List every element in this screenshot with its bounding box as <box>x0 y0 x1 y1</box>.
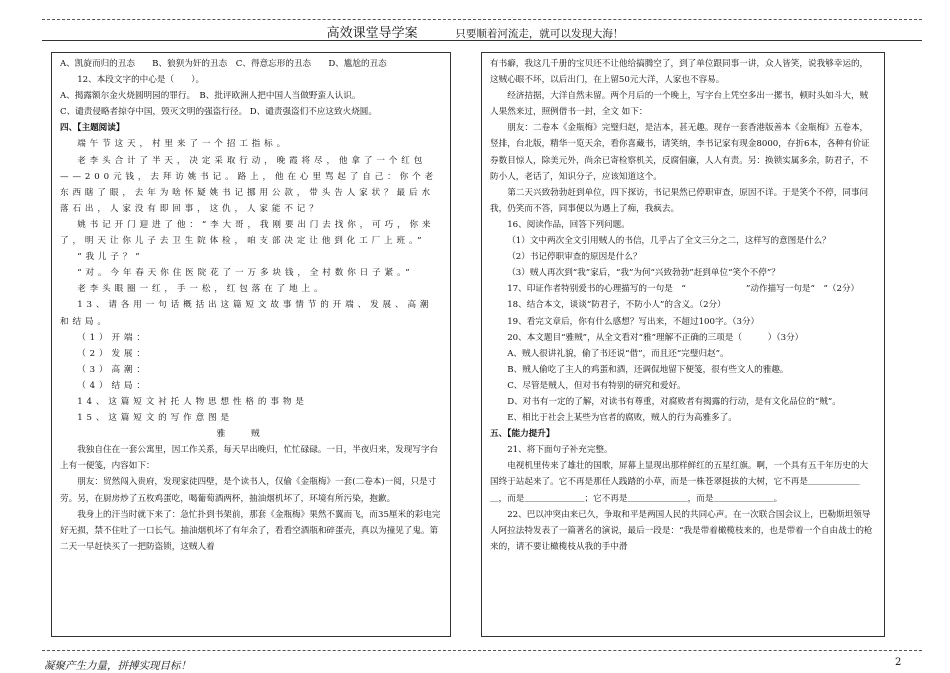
text-paragraph: 14、这篇短文衬托人物思想性格的事物是 <box>77 396 308 407</box>
section-heading: 五、【能力提升】 <box>490 429 555 440</box>
text-paragraph: 19、看完文章后，你有什么感想？写出来，不超过100字。（3分） <box>507 316 760 327</box>
text-paragraph: 22、巴以冲突由来已久，争取和平是两国人民的共同心声。在一次联合国会议上，巴勒斯坦领导人阿拉法特发表了一篇著名的演说，最后一段是：“我是带着橄榄枝来的，也是带着一个自由战士的枪来的，请不要让橄榄枝从我的手中滑 <box>490 509 873 552</box>
right-column <box>481 52 885 637</box>
text-paragraph: 经济拮据，大洋自然未留。两个月后的一个晚上，写字台上凭空多出一摞书，顿时头如斗大，贼人果然来过，照例借书一封，全文 如下： <box>490 91 869 118</box>
text-paragraph: （1）文中两次全文引用贼人的书信，几乎占了全文三分之二，这样写的意图是什么？ <box>507 236 831 247</box>
text-paragraph: 电视机里传来了雄壮的国歌，屏幕上显现出那样鲜红的五星红旗。啊，一个具有五千年历史的大国终于站起来了。它不再是那任人践踏的小草，而是一株苍翠挺拔的大树，它不再是＿＿＿＿＿＿＿，而是＿＿＿＿＿＿＿；它不再是＿＿＿＿＿＿＿，而是＿＿＿＿＿＿＿。 <box>490 461 869 504</box>
text-paragraph: 姚书记开门迎进了他：“李大哥，我刚要出门去找你，可巧，你来了，明天让你儿子去卫生院体检，咱支部决定让他到化工厂上班。” <box>60 219 435 247</box>
text-paragraph: 12、本段文字的中心是（ ）。 <box>77 75 205 86</box>
text-paragraph: 16、阅读作品，回答下列问题。 <box>507 219 630 230</box>
text-paragraph: A、贼人很讲礼貌，偷了书还说“借”，而且还“完璧归赵”。 <box>507 348 729 359</box>
text-paragraph: A、凯旋而归的丑态 B、狼狈为奸的丑态 C、得意忘形的丑态 D、尴尬的丑态 <box>60 59 387 69</box>
text-paragraph: 朋友：贸然闯入贵府，发现家徒四壁，是个读书人，仅偷《金瓶梅》一套(二卷本)一阅，只是寸劳。另，在厨房炒了五枚鸡蛋吃，喝葡萄酒两杯，抽油烟机坏了，环境有所污染，抱歉。 <box>60 477 437 504</box>
text-paragraph: B、贼人偷吃了主人的鸡蛋和酒，还调侃地留下便笺，很有些文人的雅趣。 <box>507 364 789 375</box>
text-paragraph: 15、这篇短文的写作意图是 <box>77 413 233 424</box>
bottom-dashed-rule <box>42 650 922 651</box>
header-motto: 只要顺着河流走，就可以发现大海！ <box>455 28 624 40</box>
text-paragraph: C、尽管是贼人，但对书有特别的研究和爱好。 <box>507 380 686 391</box>
page-number: 2 <box>895 657 902 668</box>
text-paragraph: 老李头合计了半天，决定采取行动，晚霞将尽，他拿了一个红包——200元钱，去拜访姚书记。路上，他在心里骂起了自己：你个老东西瞎了眼，去年为啥怀疑姚书记挪用公款，带头告人家状？最后水落石出，人家没有即回事，这仇，人家能不记？ <box>60 155 437 214</box>
text-paragraph: （3）高潮： <box>77 364 149 375</box>
text-paragraph: （1）开端： <box>77 332 149 343</box>
text-paragraph: （2）发展： <box>77 348 149 359</box>
text-paragraph: “对。今年春天你住医院花了一万多块钱，全村数你日子紧。” <box>77 268 414 279</box>
article-title: 雅贼 <box>216 429 286 440</box>
page-header <box>0 22 950 41</box>
text-paragraph: （4）结局： <box>77 380 149 391</box>
text-paragraph: “我儿子？” <box>77 252 144 263</box>
text-paragraph: 第二天兴致勃勃赶到单位，四下探访，书记果然已停职审查，原因不详。于是笑个不停，同事问我，仍笑而不答，同事便以为遇上了痴，我疯去。 <box>490 187 869 214</box>
text-paragraph: 端午节这天，村里来了一个招工指标。 <box>77 139 290 150</box>
text-paragraph: 21、将下面句子补充完整。 <box>507 445 613 456</box>
text-paragraph: 20、本文题目“雅贼”，从全文看对“雅”理解不正确的三项是（ ）（3分） <box>507 332 804 343</box>
text-paragraph: 朋友：二卷本《金瓶梅》完璧归赵，是洁本，甚无趣。现存一套香港版善本《金瓶梅》五卷本，竖排，台北版，精华一览天余，看你喜藏书，请笑纳，李书记家有现金8000，存折6本，各种有价证券数目惊人，除美元外，尚余已寄检察机关，反腐倡廉，人人有责。另：换锁实属多余，防君子，不防小人，老话了，知识分子，应该知道这个。 <box>490 123 870 182</box>
text-paragraph: 17、印证作者特别爱书的心理描写的一句是 “ ”动作描写一句是“ ”（2分） <box>507 284 860 295</box>
text-paragraph: D、对书有一定的了解，对读书有尊重，对腐败者有揭露的行动，是有文化品位的“贼”。 <box>507 396 841 407</box>
text-paragraph: 老李头眼圈一红，手一松，红包落在了地上。 <box>77 284 327 295</box>
text-paragraph: E、相比于社会上某些为官者的腐败，贼人的行为高雅多了。 <box>507 413 737 424</box>
header-title: 高效课堂导学案 <box>326 26 418 41</box>
left-column <box>51 52 451 637</box>
text-paragraph: 有书癖，我这几千册的宝贝还不让他给搞腾空了，到了单位跟同事一讲，众人皆笑，说我够幸运的，这贼心眼不坏，以后出门，在上留50元大洋，人家也不容易。 <box>490 59 869 86</box>
text-paragraph: A、揭露额尔金火烧圆明园的罪行。 B、批评欧洲人把中国人当做野蛮人认识。 <box>60 91 361 102</box>
top-dashed-rule <box>42 19 922 20</box>
text-paragraph: （2）书记停职审查的原因是什么？ <box>507 252 642 263</box>
footer-slogan: 凝聚产生力量，拼搏实现目标！ <box>44 660 191 672</box>
header-rule <box>42 40 922 41</box>
text-paragraph: 13、请各用一句话概括出这篇短文故事情节的开端、发展、高潮和结局。 <box>60 300 433 327</box>
text-paragraph: 我身上的汗当时就下来了：急忙扑到书架前，那套《金瓶梅》果然不翼而飞，而35厘米的彩电完好无损，禁不住吐了一口长气。抽油烟机坏了有年余了，看看空酒瓶和碎蛋壳，真以为撞见了鬼。第二天一早赶快买了一把防盗锁，这贼人着 <box>60 509 441 552</box>
text-paragraph: 我独自住在一套公寓里，因工作关系，每天早出晚归，忙忙碌碌。一日，半夜归来，发现写字台上有一便笺，内容如下： <box>60 445 439 472</box>
text-paragraph: C、谴责侵略者掠夺中国，毁灭文明的强盗行径。 D、谴责强盗们不应这致火烧圆。 <box>60 107 377 118</box>
text-paragraph: （3）贼人再次到“我”家后，“我”为何“兴致勃勃”赶到单位“笑个不停”？ <box>507 268 780 279</box>
section-heading: 四、【主题阅读】 <box>60 123 125 134</box>
text-paragraph: 18、结合本文，谈谈“防君子，不防小人”的含义。（2分） <box>507 300 726 311</box>
